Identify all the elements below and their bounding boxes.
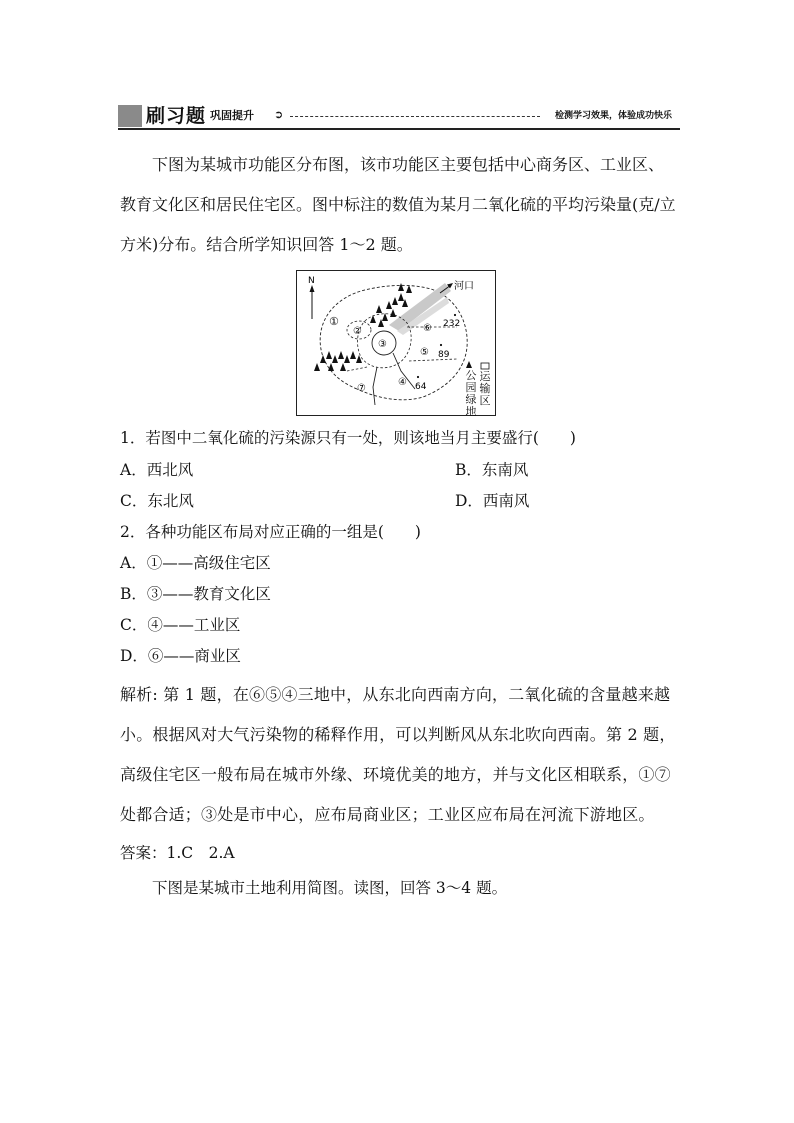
zone-2-label: ② [353,326,362,337]
legend-transport: 运输区 [479,370,491,407]
divider-4 [409,359,457,361]
river-label: 河口 [454,281,474,292]
north-arrowhead-icon [310,285,315,292]
transport-legend-icon [481,363,489,369]
header-block [118,105,142,127]
zone-7-label: ⑦ [357,383,366,394]
dashed-divider [290,116,540,117]
section-header [118,105,680,129]
header-rule [118,128,680,130]
value-232: 232 [443,319,461,329]
section-subtitle: 巩固提升 [210,109,254,122]
city-function-map [296,270,496,416]
analysis-paragraph: 解析: 第 1 题，在⑥⑤④三地中，从东北向西南方向，二氧化硫的含量越来越小。根据风对大气污染物的稀释作用，可以判断风从东北吹向西南。第 2 题，高级住宅区一般布局在城市外缘、环境优美的地方，并与文化区相联系，①⑦处都合适；③处是市中心，应布局商业区；工业区应布局在河流下游地区。 [120,685,676,824]
q2-stem: 2．各种功能区布局对应正确的一组是( ) [120,523,421,541]
value-64: 64 [415,382,427,392]
intro-paragraph: 下图为某城市功能区分布图，该市功能区主要包括中心商务区、工业区、教育文化区和居民住宅区。图中标注的数值为某月二氧化硫的平均污染量(克/立方米)分布。结合所学知识回答 1～2 题。 [120,155,676,254]
arrow-icon: ➲ [274,108,284,121]
section-title: 刷习题 [146,105,207,127]
north-label: N [308,276,315,286]
zone-1-label: ① [329,315,339,328]
q1-option-a: A．西北风 [120,461,194,479]
divider-5 [347,367,367,371]
q1-option-c: C．东北风 [120,492,194,510]
q2-option-d: D．⑥——商业区 [120,647,241,665]
q1-option-b: B．东南风 [455,461,529,479]
header-slogan: 检测学习效果，体验成功快乐 [554,111,672,121]
zone-5-label: ⑤ [420,347,429,358]
zone-3-label: ③ [378,339,387,350]
zone-4-label: ④ [398,377,407,388]
value-89: 89 [438,350,450,360]
legend-park: 公园绿地 [465,369,477,418]
zone-6-label: ⑥ [423,323,432,334]
park-legend-icon [466,361,472,368]
answer-line: 答案：1.C 2.A [120,844,235,862]
next-intro: 下图是某城市土地利用简图。读图，回答 3～4 题。 [152,879,508,897]
divider-2 [373,367,377,405]
q2-option-a: A．①——高级住宅区 [120,554,271,572]
q1-option-d: D．西南风 [455,492,530,510]
q1-stem: 1．若图中二氧化硫的污染源只有一处，则该地当月主要盛行( ) [120,429,576,447]
q2-option-c: C．④——工业区 [120,616,241,634]
q2-option-b: B．③——教育文化区 [120,585,271,603]
